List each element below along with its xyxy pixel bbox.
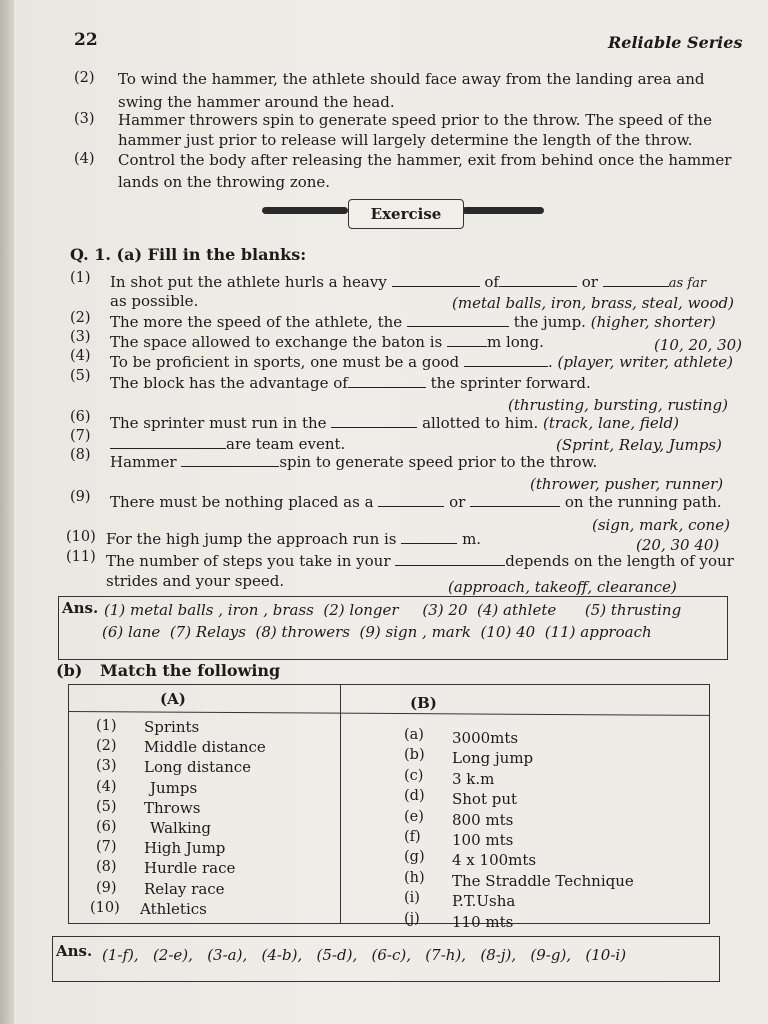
step-number: (3) xyxy=(74,111,95,127)
column-b-letter: (e) xyxy=(404,808,424,825)
column-b-letter: (j) xyxy=(404,910,420,927)
options-text: (approach, takeoff, clearance) xyxy=(448,578,677,596)
fill-blank-line: as possible. xyxy=(110,292,199,310)
column-b-letter: (a) xyxy=(404,727,424,743)
column-b-header: (B) xyxy=(410,694,437,712)
answer-text: (1) metal balls , iron , brass (2) longer (3) 20 (4) athlete (5) thrusting xyxy=(104,601,682,619)
column-a-item: Sprints xyxy=(144,718,200,736)
step-number: (2) xyxy=(74,70,95,86)
options-text: (thrusting, bursting, rusting) xyxy=(508,396,728,414)
column-a-number: (7) xyxy=(96,839,117,856)
book-spine xyxy=(0,0,14,1024)
answer-label: Ans. xyxy=(56,942,93,960)
table-column-divider xyxy=(340,685,341,923)
step-number: (4) xyxy=(74,151,95,167)
step-text: Hammer throwers spin to generate speed prior to the throw. The speed of the xyxy=(118,111,712,129)
column-b-item: P.T.Usha xyxy=(452,892,516,911)
item-number: (3) xyxy=(70,329,91,345)
column-a-item: Relay race xyxy=(144,879,225,898)
column-a-item: Walking xyxy=(150,819,212,837)
series-title: Reliable Series xyxy=(608,33,743,52)
section-heading: Match the following xyxy=(100,661,281,680)
column-b-item: The Straddle Technique xyxy=(452,871,634,890)
column-a-number: (9) xyxy=(96,879,117,896)
item-number: (8) xyxy=(70,447,91,463)
fill-blank-line: There must be nothing placed as a or on the running path. xyxy=(110,493,722,511)
column-a-number: (1) xyxy=(96,718,117,734)
item-number: (5) xyxy=(70,368,91,384)
column-a-item: Throws xyxy=(144,798,201,817)
section-label: (b) xyxy=(56,661,83,680)
fill-blank-line: The space allowed to exchange the baton is m long. xyxy=(110,333,544,351)
column-b-item: Shot put xyxy=(452,790,518,809)
item-number: (11) xyxy=(66,549,96,565)
item-number: (4) xyxy=(70,348,91,364)
column-b-letter: (g) xyxy=(404,849,425,866)
column-a-number: (8) xyxy=(96,859,117,876)
page-number: 22 xyxy=(74,30,98,50)
step-text: hammer just prior to release will largely determine the length of the throw. xyxy=(118,131,693,149)
column-a-item: Athletics xyxy=(140,899,207,918)
step-text: To wind the hammer, the athlete should face away from the landing area and xyxy=(118,70,705,88)
step-text: Control the body after releasing the hammer, exit from behind once the hammer xyxy=(118,151,732,169)
options-text: (metal balls, iron, brass, steal, wood) xyxy=(452,294,734,312)
column-b-item: 800 mts xyxy=(452,810,514,829)
column-b-item: 3 k.m xyxy=(452,769,495,788)
column-b-item: Long jump xyxy=(452,749,534,768)
column-a-number: (10) xyxy=(90,899,120,916)
item-number: (6) xyxy=(70,409,91,425)
exercise-rule-right xyxy=(462,207,544,214)
column-b-letter: (c) xyxy=(404,767,424,784)
column-a-number: (3) xyxy=(96,758,117,775)
fill-blank-line: The block has the advantage of the sprinter forward. xyxy=(110,374,591,392)
column-a-item: Middle distance xyxy=(144,738,266,757)
column-a-header: (A) xyxy=(160,690,186,708)
fill-blank-line: Hammer spin to generate speed prior to the throw. xyxy=(110,453,598,471)
column-a-number: (5) xyxy=(96,798,117,815)
options-text: (thrower, pusher, runner) xyxy=(530,475,724,493)
column-a-item: Hurdle race xyxy=(144,859,236,878)
column-a-number: (2) xyxy=(96,738,117,755)
column-b-letter: (b) xyxy=(404,747,425,764)
fill-blank-line: The number of steps you take in your depends on the length of your xyxy=(106,552,734,570)
column-a-item: Long distance xyxy=(144,758,252,777)
options-text: (20, 30 40) xyxy=(636,536,720,554)
column-b-item: 110 mts xyxy=(452,912,514,931)
fill-blank-line: To be proficient in sports, one must be a good . (player, writer, athlete) xyxy=(110,353,733,371)
item-number: (1) xyxy=(70,270,91,286)
item-number: (7) xyxy=(70,428,91,444)
exercise-rule-left xyxy=(262,207,348,214)
fill-blank-line: are team event. xyxy=(110,435,345,453)
textbook-page xyxy=(14,0,768,1024)
exercise-heading: Exercise xyxy=(348,199,464,229)
answer-label: Ans. xyxy=(62,599,99,617)
fill-blank-line: For the high jump the approach run is m. xyxy=(106,530,482,548)
step-text: lands on the throwing zone. xyxy=(118,173,331,191)
column-b-item: 3000mts xyxy=(452,729,519,747)
column-b-letter: (f) xyxy=(404,829,421,845)
column-a-number: (6) xyxy=(96,819,117,835)
options-text: (10, 20, 30) xyxy=(654,336,743,354)
column-b-item: 100 mts xyxy=(452,831,514,849)
column-b-letter: (d) xyxy=(404,788,425,805)
answer-text: (6) lane (7) Relays (8) throwers (9) sign , mark (10) 40 (11) approach xyxy=(102,623,652,641)
column-b-letter: (h) xyxy=(404,869,425,886)
column-a-item: Jumps xyxy=(150,778,198,797)
column-a-item: High Jump xyxy=(144,839,226,858)
column-b-item: 4 x 100mts xyxy=(452,851,537,870)
options-text: (sign, mark, cone) xyxy=(592,516,730,534)
options-text: (Sprint, Relay, Jumps) xyxy=(556,436,722,454)
step-text: swing the hammer around the head. xyxy=(118,93,395,111)
item-number: (10) xyxy=(66,529,96,545)
column-b-letter: (i) xyxy=(404,890,420,907)
fill-blank-line: The sprinter must run in the allotted to him. (track, lane, field) xyxy=(110,414,679,432)
fill-blank-line: strides and your speed. xyxy=(106,572,285,590)
answer-text: (1-f), (2-e), (3-a), (4-b), (5-d), (6-c), (7-h), (8-j), (9-g), (10-i) xyxy=(102,946,627,964)
question-heading: Q. 1. (a) Fill in the blanks: xyxy=(70,245,307,264)
fill-blank-line: The more the speed of the athlete, the the jump. (higher, shorter) xyxy=(110,313,716,331)
fill-blank-line: In shot put the athlete hurls a heavy of or as far xyxy=(110,273,707,291)
column-a-number: (4) xyxy=(96,778,117,795)
item-number: (2) xyxy=(70,310,91,326)
item-number: (9) xyxy=(70,489,91,505)
